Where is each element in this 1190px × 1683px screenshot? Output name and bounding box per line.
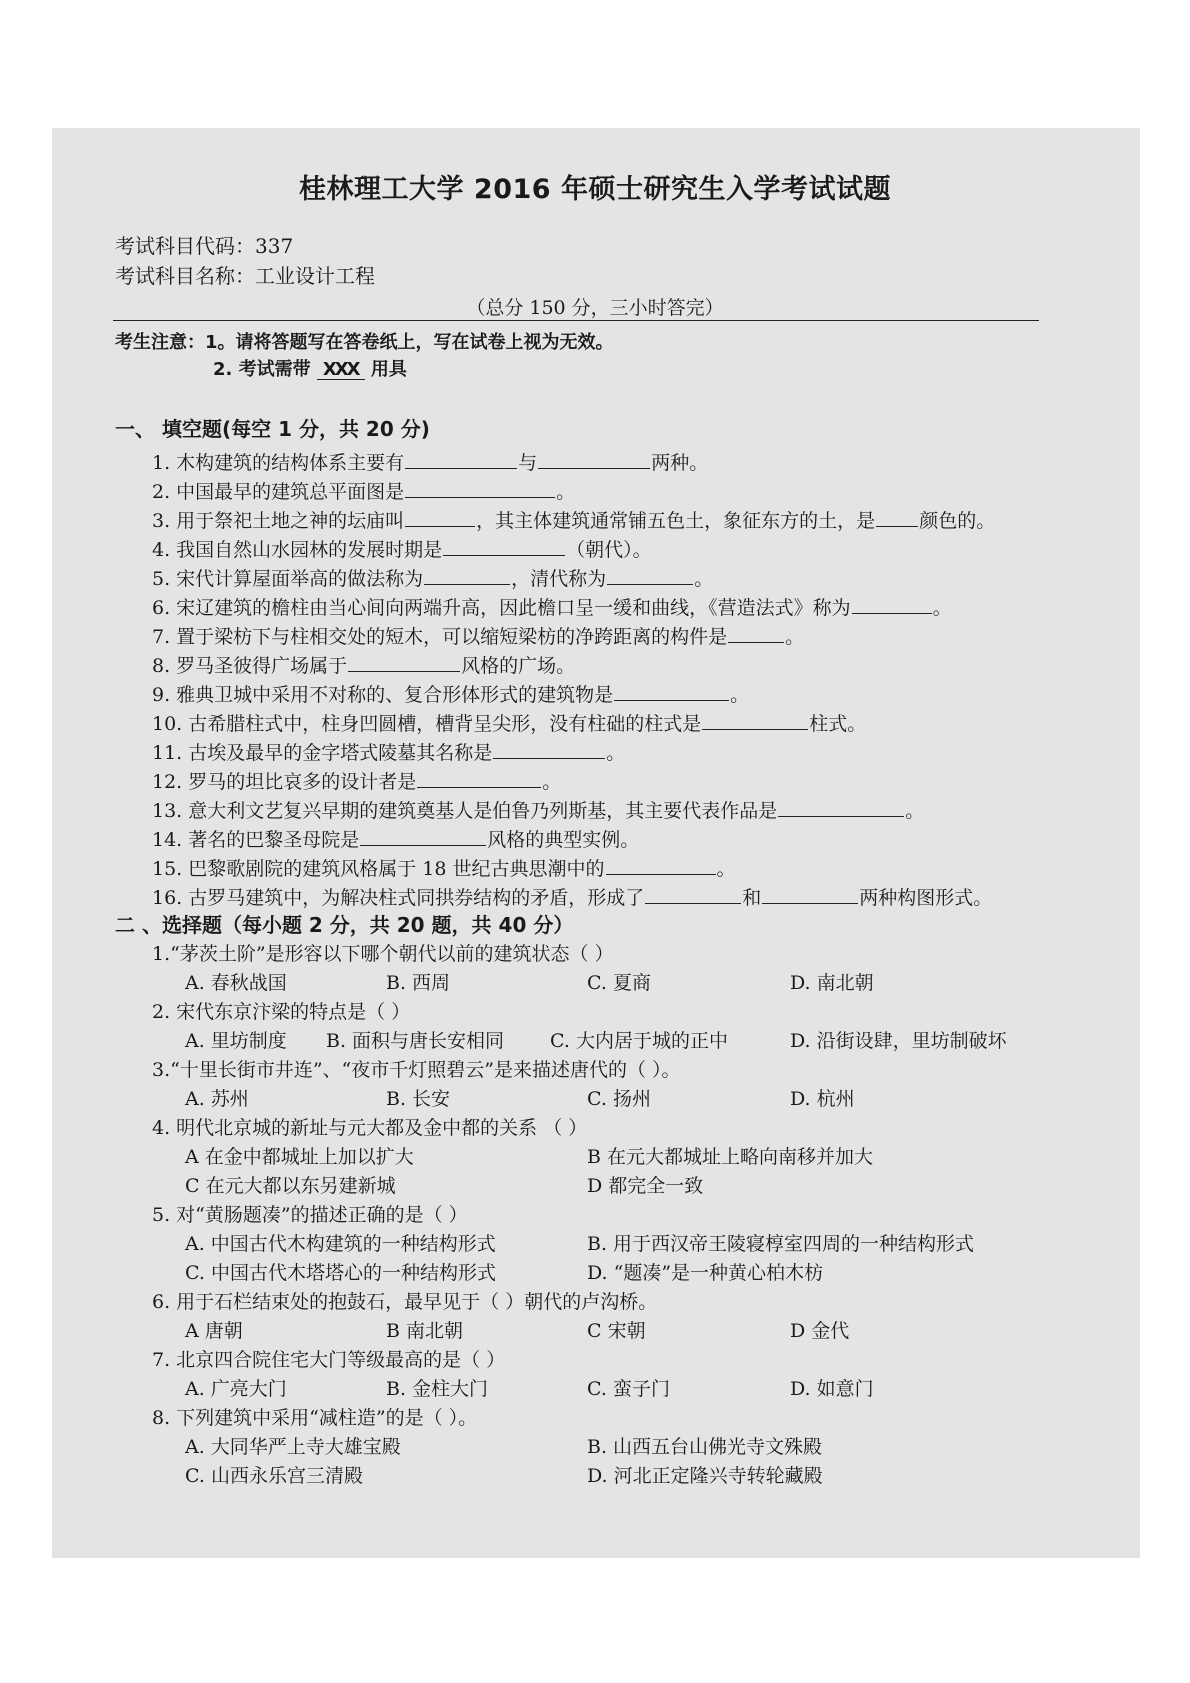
- choice-question: 2. 宋代东京汴梁的特点是（ ）: [152, 1001, 411, 1023]
- choice-option: C. 扬州: [587, 1088, 651, 1110]
- exam-title: 桂林理工大学 2016 年硕士研究生入学考试试题: [299, 174, 891, 205]
- choice-option: A. 中国古代木构建筑的一种结构形式: [185, 1233, 496, 1255]
- choice-option: D. 河北正定隆兴寺转轮藏殿: [587, 1465, 823, 1487]
- choice-option: C. 蛮子门: [587, 1378, 670, 1400]
- choice-option: B. 西周: [386, 972, 451, 994]
- section-2-heading: 二 、选择题（每小题 2 分，共 20 题，共 40 分）: [115, 913, 574, 937]
- choice-option: A 在金中都城址上加以扩大: [185, 1146, 414, 1168]
- fill-question: 4. 我国自然山水园林的发展时期是 （朝代）。: [152, 539, 652, 561]
- choice-option: B. 面积与唐长安相同: [326, 1030, 505, 1052]
- fill-question: 6. 宋辽建筑的檐柱由当心间向两端升高，因此檐口呈一缓和曲线，《营造法式》称为 。: [152, 597, 952, 619]
- fill-question: 12. 罗马的坦比哀多的设计者是 。: [152, 771, 562, 793]
- fill-question: 2. 中国最早的建筑总平面图是 。: [152, 481, 576, 503]
- choice-option: D. 沿街设肆，里坊制破坏: [790, 1030, 1007, 1052]
- fill-question: 5. 宋代计算屋面举高的做法称为 ，清代称为 。: [152, 568, 714, 590]
- choice-option: D. 南北朝: [790, 972, 874, 994]
- fill-question: 15. 巴黎歌剧院的建筑风格属于 18 世纪古典思潮中的 。: [152, 858, 736, 880]
- choice-question: 4. 明代北京城的新址与元大都及金中都的关系 （ ）: [152, 1117, 588, 1139]
- choice-option: D. “题凑”是一种黄心柏木枋: [587, 1262, 824, 1284]
- choice-question: 5. 对“黄肠题凑”的描述正确的是（ ）: [152, 1204, 468, 1226]
- subject-name: 考试科目名称：工业设计工程: [115, 264, 375, 288]
- choice-option: C. 中国古代木塔塔心的一种结构形式: [185, 1262, 496, 1284]
- choice-option: A 唐朝: [185, 1320, 243, 1342]
- choice-option: B. 用于西汉帝王陵寝椁室四周的一种结构形式: [587, 1233, 975, 1255]
- choice-option: B. 金柱大门: [386, 1378, 489, 1400]
- choice-option: D. 如意门: [790, 1378, 874, 1400]
- notice-2-tools: XXX: [317, 361, 365, 380]
- choice-option: B. 长安: [386, 1088, 451, 1110]
- choice-option: D 金代: [790, 1320, 850, 1342]
- section-1-heading: 一、 填空题(每空 1 分，共 20 分): [115, 417, 430, 441]
- choice-option: A. 广亮大门: [185, 1378, 287, 1400]
- subject-code: 考试科目代码：337: [115, 234, 294, 258]
- fill-question: 11. 古埃及最早的金字塔式陵墓其名称是 。: [152, 742, 626, 764]
- choice-option: A. 苏州: [185, 1088, 249, 1110]
- choice-option: A. 大同华严上寺大雄宝殿: [185, 1436, 401, 1458]
- choice-option: A. 春秋战国: [185, 972, 287, 994]
- notice-2-suffix: 用具: [370, 359, 407, 380]
- choice-option: C. 大内居于城的正中: [550, 1030, 728, 1052]
- choice-option: B 在元大都城址上略向南移并加大: [587, 1146, 874, 1168]
- notice-2-prefix: 2. 考试需带: [213, 359, 311, 380]
- choice-option: B. 山西五台山佛光寺文殊殿: [587, 1436, 823, 1458]
- fill-question: 7. 置于梁枋下与柱相交处的短木，可以缩短梁枋的净跨距离的构件是 。: [152, 626, 805, 648]
- notice-2: [213, 361, 407, 380]
- fill-question: 8. 罗马圣彼得广场属于 风格的广场。: [152, 655, 576, 677]
- fill-question: 3. 用于祭祀土地之神的坛庙叫 ，其主体建筑通常铺五色土，象征东方的土，是 颜色的。: [152, 510, 996, 532]
- choice-option: C 在元大都以东另建新城: [185, 1175, 396, 1197]
- choice-question: 7. 北京四合院住宅大门等级最高的是（ ）: [152, 1349, 506, 1371]
- header-divider: [113, 320, 1039, 321]
- choice-option: C. 山西永乐宫三清殿: [185, 1465, 363, 1487]
- choice-question: 8. 下列建筑中采用“减柱造”的是（ ）。: [152, 1407, 478, 1429]
- fill-question: 14. 著名的巴黎圣母院是 风格的典型实例。: [152, 829, 640, 851]
- choice-option: D 都完全一致: [587, 1175, 704, 1197]
- notice-1: 考生注意：1。请将答题写在答卷纸上，写在试卷上视为无效。: [115, 332, 614, 353]
- choice-question: 3.“十里长街市井连”、“夜市千灯照碧云”是来描述唐代的（ ）。: [152, 1059, 681, 1081]
- fill-question: 9. 雅典卫城中采用不对称的、复合形体形式的建筑物是 。: [152, 684, 750, 706]
- fill-question: 10. 古希腊柱式中，柱身凹圆槽，槽背呈尖形，没有柱础的柱式是 柱式。: [152, 713, 867, 735]
- fill-question: 13. 意大利文艺复兴早期的建筑奠基人是伯鲁乃列斯基，其主要代表作品是 。: [152, 800, 925, 822]
- fill-question: 1. 木构建筑的结构体系主要有 与 两种。: [152, 452, 709, 474]
- choice-option: D. 杭州: [790, 1088, 855, 1110]
- fill-question: 16. 古罗马建筑中，为解决柱式同拱券结构的矛盾，形成了 和 两种构图形式。: [152, 887, 993, 909]
- choice-question: 6. 用于石栏结束处的抱鼓石，最早见于（ ）朝代的卢沟桥。: [152, 1291, 658, 1313]
- choice-option: C 宋朝: [587, 1320, 646, 1342]
- choice-option: C. 夏商: [587, 972, 651, 994]
- choice-option: A. 里坊制度: [185, 1030, 287, 1052]
- choice-question: 1.“茅茨土阶”是形容以下哪个朝代以前的建筑状态（ ）: [152, 943, 614, 965]
- total-score-note: （总分 150 分，三小时答完）: [466, 297, 724, 319]
- choice-option: B 南北朝: [386, 1320, 464, 1342]
